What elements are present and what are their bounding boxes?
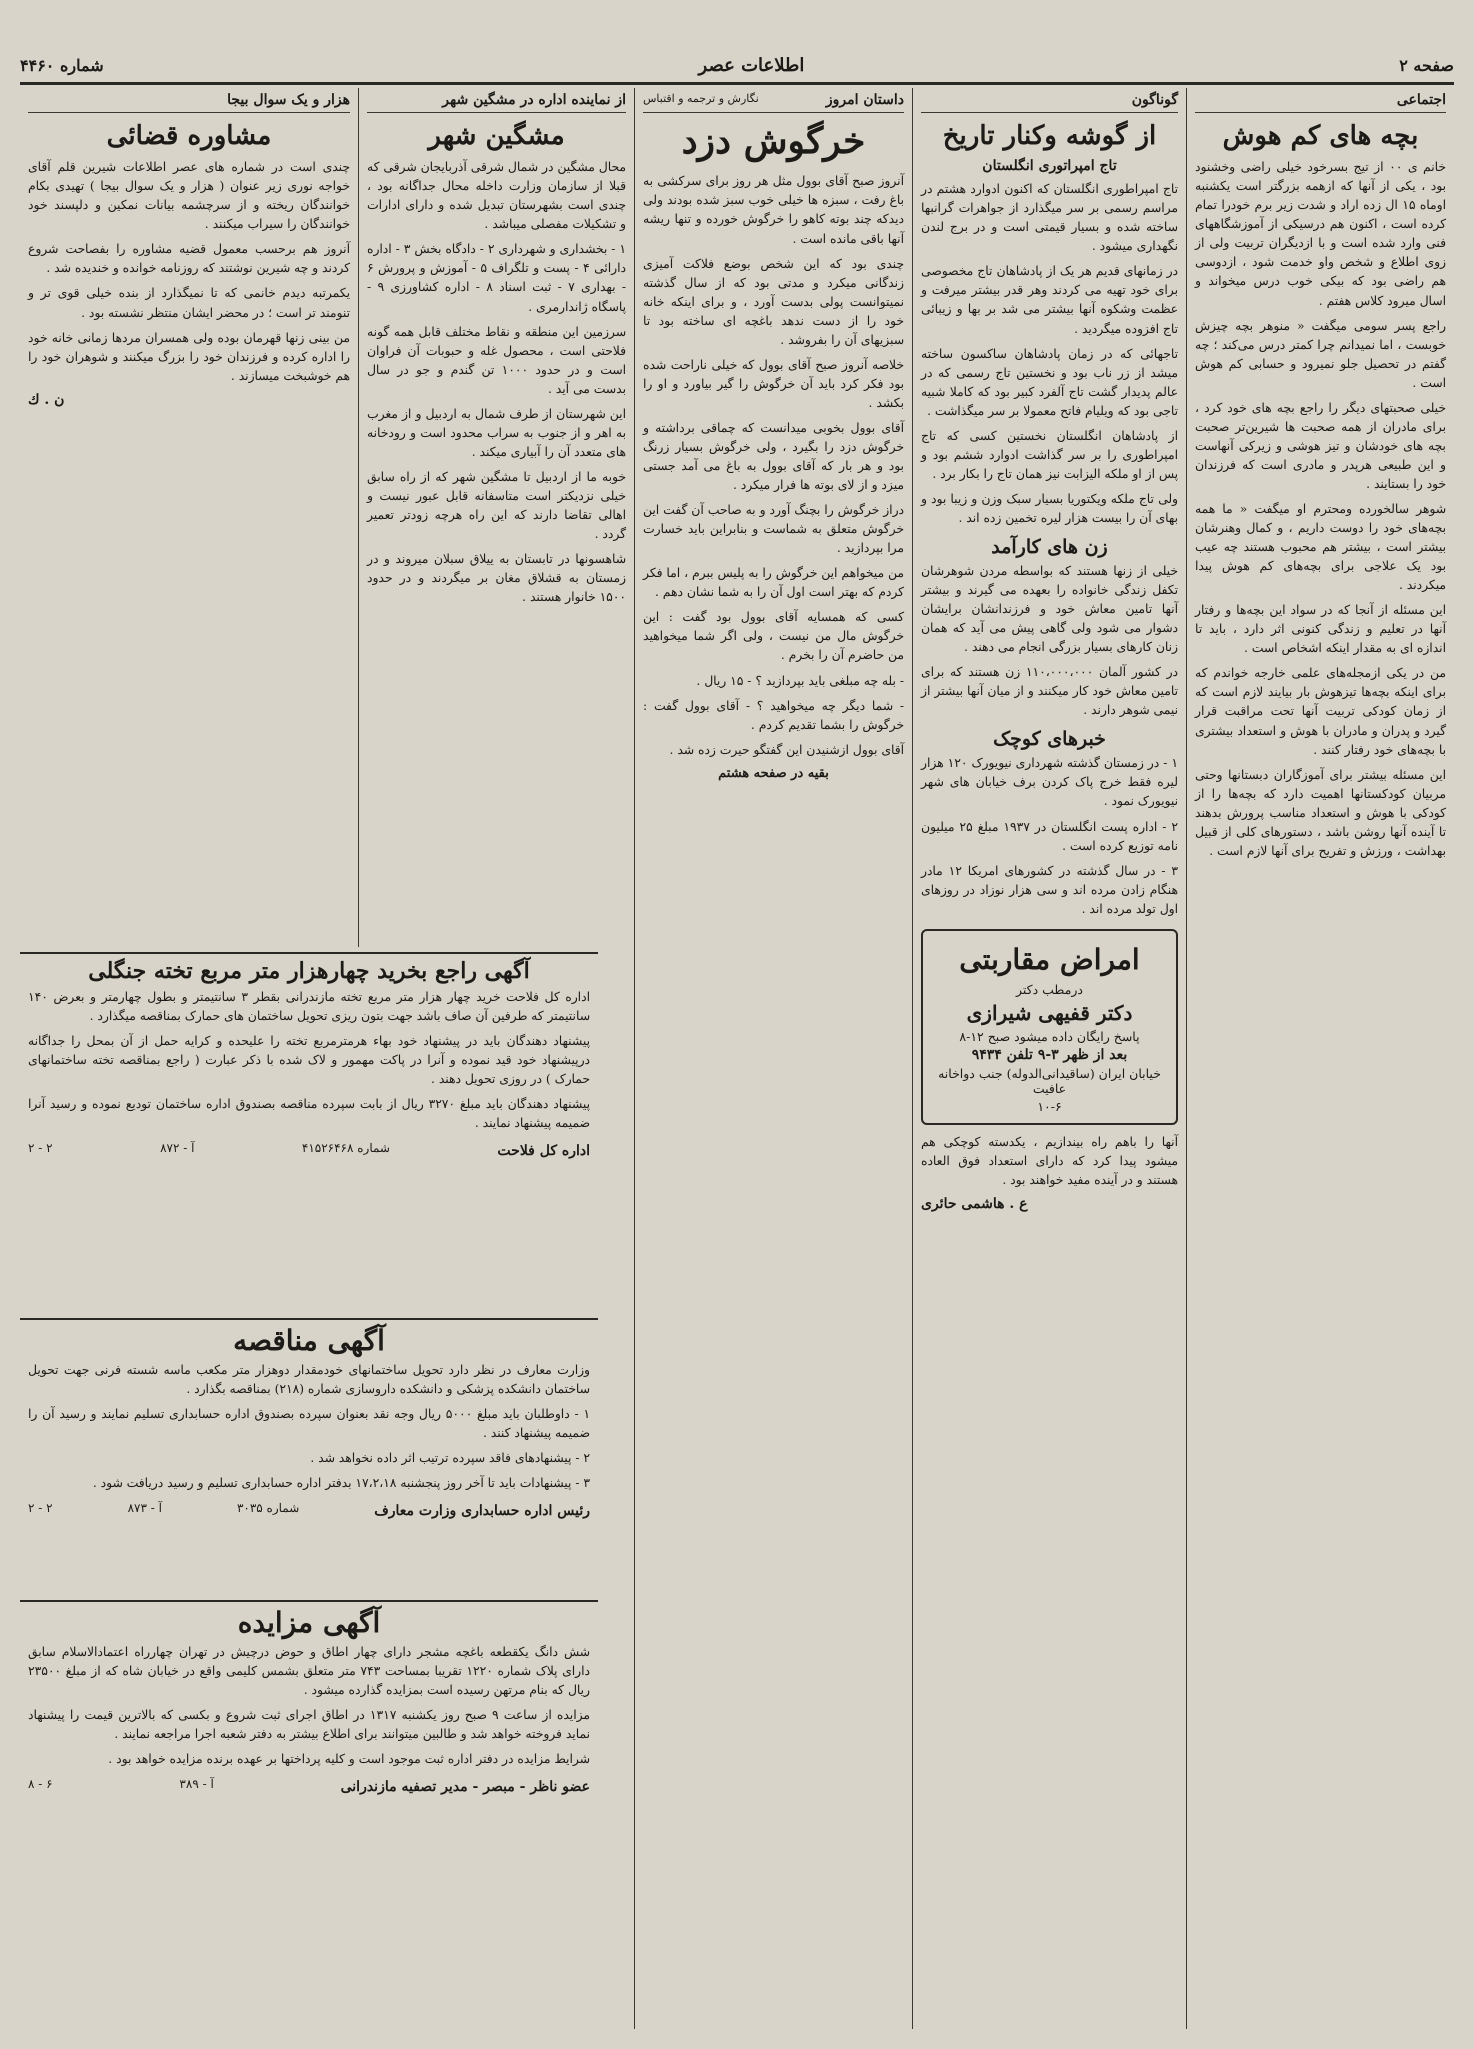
ad-tender-sign: رئیس اداره حسابداری وزارت معارف: [374, 1503, 590, 1520]
column-dastan: [634, 88, 912, 2029]
headline-meshgin: مشگین شهر: [428, 121, 565, 151]
ad-paragraph: ۲ - پیشنهادهای فاقد سپرده ترتیب اثر داده نخواهد شد .: [310, 1451, 590, 1466]
article-paragraph: در کشور آلمان ۱۱۰،۰۰۰،۰۰۰ زن هستند که برای تامین معاش خود کار میکنند و از میان آنها بیشتر از نیمی شوهر دارند .: [921, 665, 1178, 718]
kicker-dastan: [643, 88, 904, 113]
kicker-meshgin: از نماینده اداره در مشگین شهر: [367, 88, 626, 113]
ad-wood-ref: شماره ۴۱۵۲۶۴۶۸: [301, 1141, 390, 1156]
article-paragraph: تاجهائی که در زمان پادشاهان ساکسون ساخته میشد از زر ناب بود و نخستین تاج رسمی که در عالم پدیدار گشت تاج آلفرد کبیر بود که کاملا شبیه تاجی بود که ویلیام فاتح معمولا بر سر میگذاشت .: [921, 346, 1178, 418]
article-paragraph: شوهر سالخورده ومحترم او میگفت « ما همه بچه‌های خود را دوست داریم ، و کمال وهنرشان بیشتر است ، بیشتر هم محبوب هستند چه عیب بود یک علاجی برای بچه‌های کم هوش پیدا میکردند .: [1195, 501, 1446, 593]
article-paragraph: در زمانهای قدیم هر یک از پادشاهان تاج مخصوصی برای خود تهیه می کردند وهر قدر بیشتر میرفت و عظمت وشکوه آنها بیشتر می شد بر بها و زیبائی تاج افزوده میگردید .: [921, 264, 1178, 336]
clinic-line1: درمطب دکتر: [1016, 981, 1083, 997]
article-paragraph: چندی بود که این شخص بوضع فلاکت آمیزی زندگانی میکرد و مدتی بود که از سال گذشته نمیتوانست پولی بدست آورد ، و برای اینکه خانه خود را از دست ندهد باغچه ای ساخته بود تا سبزیهای آن را بفروشد .: [643, 256, 904, 347]
article-paragraph: آقای بوول بخوبی میدانست که چماقی برداشته و خرگوش دزد را بگیرد ، ولی خرگوش بسیار زرنگ بود و هر بار که آقای بوول به باغ می آمد جستی میزد و از لای بوته ها فرار میکرد .: [643, 420, 904, 493]
article-paragraph: آنها را باهم راه بیندازیم ، یکدسته کوچکی هم میشود پیدا کرد که دارای استعداد فوق العاده هستند و در آینده مفید خواهند بود .: [921, 1134, 1178, 1187]
subhead-taj: تاج امپراتوری انگلستان: [982, 158, 1117, 175]
article-paragraph: این مسئله بیشتر برای آموزگاران دبستانها وحتی مربیان کودکستانها اهمیت دارد که بچه‌ها را از کودکی با هوش و استعداد مناسب پرورش بدهند تا آینده آنها روشن باشد ، دستورهای کلی از قبیل بهداشت ، ورزش و تفریح برای آنها لازم است .: [1195, 767, 1446, 858]
kicker-dastan-note: نگارش و ترجمه و اقتباس: [643, 92, 759, 105]
signature: ن . ك: [28, 391, 65, 408]
article-paragraph: ۱ - بخشداری و شهرداری ۲ - دادگاه بخش ۳ - اداره دارائی ۴ - پست و تلگراف ۵ - آموزش و پرورش ۶ - بهداری ۷ - ثبت اسناد ۸ - اداره کشاورزی ۹ - پاسگاه ژاندارمری .: [367, 242, 626, 314]
column-meshgin: [358, 88, 634, 947]
ad-auction: [20, 1600, 598, 2029]
article-paragraph: خلاصه آنروز صبح آقای بوول که خیلی ناراحت شده بود فکر کرد باید آن خرگوش را گیر بیاورد و او را بکشد .: [643, 357, 904, 410]
clinic-code: ۱۰-۶: [1037, 1098, 1062, 1114]
continued-note: بقیه در صفحه هشتم: [718, 765, 829, 781]
ad-paragraph: پیشنهاد دهندگان باید در پیشنهاد خود بهاء هرمترمربع تخته را علیحده و کرایه حمل از آن بمحل را جداگانه درپیشنهاد خود قید نموده و آنرا در پاکت مهمور و لاک شده با ذکر عبارت ( راجع بمناقصه تخته ساختمانهای حمارک ) در روزی تحویل دهند .: [28, 1034, 590, 1087]
subhead-khabarha: خبرهای کوچک: [993, 728, 1106, 751]
ad-paragraph: ۳ - پیشنهادات باید تا آخر روز پنجشنبه ۱۷،۲،۱۸ بدفتر اداره حسابداری تسلیم و رسید دریافت شود .: [92, 1476, 590, 1491]
ad-paragraph: پیشنهاد دهندگان باید مبلغ ۳۲۷۰ ریال از بابت سپرده مناقصه بصندوق اداره ساختمان تودیع نموده و رسید آنرا ضمیمه پیشنهاد نمایند .: [28, 1097, 590, 1131]
article-paragraph: از پادشاهان انگلستان نخستین کسی که تاج امپراطوری را بر سر گذاشت ادوارد ششم بود و پس از او ملکه الیزابت نیز همان تاج را بکار برد .: [921, 428, 1178, 481]
ad-paragraph: شرایط مزایده در دفتر اداره ثبت موجود است و کلیه پرداختها بر عهده برنده مزایده خواهد بود .: [108, 1752, 590, 1767]
article-paragraph: ۲ - اداره پست انگلستان در ۱۹۳۷ مبلغ ۲۵ میلیون نامه توزیع کرده است .: [921, 819, 1178, 853]
ad-wood-headline: آگهی راجع بخرید چهارهزار متر مربع تخته جنگلی: [88, 958, 530, 984]
article-paragraph: آقای بوول ازشنیدن این گفتگو حیرت زده شد .: [669, 742, 904, 757]
article-paragraph: کسی که همسایه آقای بوول بود گفت : این خرگوش مال من نیست ، ولی اگر شما میخواهید من حاضرم آن را بخرم .: [643, 610, 904, 663]
ad-wood-purchase: [20, 952, 598, 1312]
clinic-doctor: دکتر قفیهی شیرازی: [966, 1000, 1133, 1025]
article-paragraph: ۳ - در سال گذشته در کشورهای امریکا ۱۲ مادر هنگام زادن مرده اند و سی هزار نوزاد در روزهای اول تولد مرده اند .: [921, 863, 1178, 916]
article-paragraph: من بینی زنها قهرمان بوده ولی همسران مردها زمانی خانه خود را اداره کرده و فرزندان خود را بزرگ میکنند و شوهران خود را هم خوشبخت میسازند .: [28, 330, 350, 383]
article-paragraph: من در یکی ازمجله‌های علمی خارجه خواندم که برای اینکه بچه‌ها تیزهوش بار بیایند لازم است که از زمان کودکی تربیت آنها تحت مراقبت قرار گیرد و پدران و مادران با هوش و استعداد بیشتری با بچه‌های خود رفتار کنند .: [1195, 666, 1446, 757]
issue-label: شماره ۴۴۶۰: [20, 55, 104, 75]
article-paragraph: من میخواهم این خرگوش را به پلیس ببرم ، اما فکر کردم که بهتر است اول آن را به شما نشان دهم .: [643, 566, 904, 600]
article-paragraph: خوبه ما از اردبیل تا مشگین شهر که از راه سابق خیلی نزدیکتر است متاسفانه قابل عبور نیست و اهالی تقاضا دارند که این راه هرچه زودتر تعمیر گردد .: [367, 469, 626, 542]
headline-kam-hoosh: بچه های کم هوش: [1222, 121, 1419, 151]
article-paragraph: محال مشگین در شمال شرقی آذربایجان شرقی که قبلا از سازمان وزارت داخله محال جداگانه بود ، چندی است بشهرستان تبدیل شده و دارای ادارات و تشکیلات مفصلی میباشد .: [367, 160, 626, 232]
ad-tender-headline: آگهی مناقصه: [233, 1324, 385, 1357]
kicker-dastan-label: داستان امروز: [825, 92, 904, 108]
ad-paragraph: وزارت معارف در نظر دارد تحویل ساختمانهای خودمقدار دوهزار متر مکعب ماسه شسته فرنی جهت تحویل ساختمان دانشکده پزشکی و دانشکده داروسازی شماره (۲۱۸) بمناقصه بگذارد .: [28, 1363, 590, 1397]
article-paragraph: تاج امپراطوری انگلستان که اکنون ادوارد هشتم در مراسم رسمی بر سر میگذارد از جواهرات گرانبها ساخته شده و بسیار قیمتی است و در برج لندن نگهداری میشود .: [921, 182, 1178, 254]
ad-tender-issue-range: ۲ - ۲: [28, 1501, 53, 1516]
article-paragraph: ۱ - در زمستان گذشته شهرداری نیویورک ۱۲۰ هزار لیره فقط خرج پاک کردن برف خیابان های شهر نیویورک نمود .: [921, 756, 1178, 809]
subhead-zanha: زن های کارآمد: [991, 535, 1108, 558]
page-label: صفحه ۲: [1399, 55, 1454, 75]
column-gunagun: [912, 88, 1186, 2029]
ad-tender: [20, 1318, 598, 1598]
ad-wood-footer: [28, 1139, 590, 1163]
article-paragraph: خانم ی ۰۰ از تیج بسرخود خیلی راضی وخشنود بود ، یکی از آنها که ازهمه بزرگتر است یکشنبه اوماه ۱۵ ال زده اراد و شدت زیر برم خودرا تمام کرده است ، اکنون هم درسیکی از آموزشگاههای فنی وارد شده است و با ازدیگران تربیت ولی از زوی اطلاع و شخص واو خدمت شود ، ازدوسی هم راضی بود که بیکی خوب درس میخواند و اسال میرود کلاس هفتم .: [1195, 160, 1446, 308]
kicker-ejtemai: اجتماعی: [1195, 88, 1446, 113]
clinic-hours: بعد از ظهر ۳-۹ تلفن ۹۴۳۴: [971, 1046, 1128, 1063]
headline-tarikh: از گوشه وکنار تاریخ: [942, 121, 1157, 151]
byline: ع . هاشمی حائری: [921, 1195, 1028, 1212]
ad-auction-sign: عضو ناظر - مبصر - مدیر تصفیه مازندرانی: [340, 1779, 590, 1796]
ad-auction-footer: [28, 1775, 590, 1799]
paper-name: اطلاعات عصر: [698, 54, 805, 76]
article-paragraph: آنروز صبح آقای بوول مثل هر روز برای سرکشی به باغ رفت ، سبزه ها خیلی خوب سبز شده بودند ولی دیدکه چند بوته کاهو را خرگوش خورده و تنها ریشه آنها باقی مانده است .: [643, 174, 904, 246]
article-paragraph: خیلی صحبتهای دیگر را راجع بچه های خود کرد ، برای مادران از همه صحبت ها شیرین‌تر صحبت بچه های خودشان و تیز هوشی و زیرکی آنهاست و این طبیعی هرپدر و مادری است که فرزندان خود را بستایند .: [1195, 400, 1446, 491]
clinic-title: امراض مقاربتی: [959, 942, 1140, 976]
article-paragraph: این مسئله از آنجا که در سواد این بچه‌ها و رفتار آنها در تعلیم و زندگی کنونی اثر دارد ، باید تا اندازه ای به مقدار اینکه اشخاص است .: [1195, 603, 1446, 656]
article-paragraph: ولی تاج ملکه ویکتوریا بسیار سبک وزن و زیبا بود و بهای آن را بیست هزار لیره تخمین زده اند .: [921, 491, 1178, 525]
masthead: [20, 48, 1454, 85]
article-paragraph: خیلی از زنها هستند که بواسطه مردن شوهرشان تکفل زندگی خانواده را بعهده می گیرند و بیشتر آنها تامین معاش خود و فرزندانشان برایشان دشوار می شود ولی گاهی پیش می آید که همان زنان کارهای بسیار بزرگی انجام می دهند .: [921, 563, 1178, 655]
ad-paragraph: شش دانگ یکقطعه باغچه مشجر دارای چهار اطاق و حوض درچیش در تهران چهارراه اعتمادالاسلام سابق دارای پلاک شماره ۱۲۲۰ تقریبا بمساحت ۷۴۳ متر متعلق بشمس کلیمی واقع در خیابان شاه که از مبلغ ۲۳۵۰۰ ریال که بنام مرتهن رسیده است بمزایده گذارده میشود .: [28, 1645, 590, 1698]
article-paragraph: یکمرتبه دیدم خانمی که تا نمیگذارد از بنده خیلی قوی تر و تنومند تر است ؛ در محضر ایشان منتظر نشسته بود .: [28, 286, 350, 320]
ad-paragraph: ۱ - داوطلبان باید مبلغ ۵۰۰۰ ریال وجه نقد بعنوان سپرده بصندوق اداره حسابداری تسلیم نمایند و رسید آن را ضمیمه پیشنهاد کنند .: [28, 1407, 590, 1441]
article-paragraph: سرزمین این منطقه و نقاط مختلف قابل همه گونه فلاحتی است ، محصول غله و حبوبات آن فراوان است و در حدود ۱۰۰۰ تن گندم و جو در سال بدست می آید .: [367, 324, 626, 396]
article-paragraph: چندی است در شماره های عصر اطلاعات شیرین قلم آقای خواجه نوری زیر عنوان ( هزار و یک سوال بیجا ) تهیدی بکام خوانندگان ریخته و از سرچشمه بیانات نمکین و دلپسند خود خوانندگان را سیراب میکنند .: [28, 160, 350, 232]
clinic-line2: پاسخ رایگان داده میشود صبح ۱۲-۸: [959, 1028, 1140, 1044]
article-paragraph: - بله چه مبلغی باید بپردازید ؟ - ۱۵ ریال .: [696, 673, 904, 688]
article-paragraph: شاهسونها در تابستان به ییلاق سبلان میروند و در زمستان به قشلاق مغان بر میگردند و در حدود ۱۵۰۰ خانوار هستند .: [367, 552, 626, 605]
ad-auction-code: آ - ۳۸۹: [179, 1777, 214, 1792]
ad-tender-footer: [28, 1499, 590, 1523]
kicker-gunagun: گوناگون: [921, 88, 1178, 113]
column-ejtemai: [1186, 88, 1454, 2029]
ad-auction-issue-range: ۶ - ۸: [28, 1777, 53, 1792]
ad-tender-ref: شماره ۳۰۳۵: [236, 1501, 300, 1516]
clinic-address: خیابان ایران (ساقیدانی‌الدوله) جنب دواخانه عافیت: [938, 1065, 1161, 1096]
article-paragraph: آنروز هم برحسب معمول قضیه مشاوره را بفصاحت شروع کردند و چه شیرین نوشتند که روزنامه خوانده و خندیده شد .: [28, 242, 350, 276]
article-paragraph: دراز خرگوش را بچنگ آورد و به صاحب آن گفت این خرگوش متعلق به شماست و بنابراین باید خسارت مرا بپردازید .: [643, 503, 904, 556]
ad-wood-code: آ - ۸۷۲: [160, 1141, 195, 1156]
ad-paragraph: اداره کل فلاحت خرید چهار هزار متر مربع تخته مازندرانی بقطر ۳ سانتیمتر و بطول چهارمتر و بعرض ۱۴۰ سانتیمتر که طرفین آن صاف باشد جهت بتون ریزی تحویل ساختمان های حمارک بمناقصه میگذارد .: [28, 990, 590, 1024]
ad-auction-headline: آگهی مزایده: [237, 1606, 381, 1639]
kicker-moshavere: هزار و یک سوال بیجا: [28, 88, 350, 113]
ad-wood-sign: اداره کل فلاحت: [497, 1143, 590, 1160]
ad-paragraph: مزایده از ساعت ۹ صبح روز یکشنبه ۱۳۱۷ در اطاق اجرای ثبت شروع و بکسی که بالاترین قیمت را پیشنهاد نماید فروخته خواهد شد و طالبین میتوانند برای اطلاع بیشتر به دفتر شعبه اجرا مراجعه نمایند .: [28, 1708, 590, 1742]
article-paragraph: راجع پسر سومی میگفت « منوهر بچه چیزش خوبست ، اما نمیدانم چرا کمتر درس می‌کند ؛ چه گفتم در تحصیل جلو نمیرود و حسابی کم هوش است .: [1195, 318, 1446, 390]
article-paragraph: این شهرستان از طرف شمال به اردبیل و از مغرب به اهر و از جنوب به سراب محدود است و رودخانه های متعدد آن را آبیاری میکند .: [367, 406, 626, 459]
ad-tender-code: آ - ۸۷۳: [127, 1501, 162, 1516]
ad-wood-issue-range: ۲ - ۲: [28, 1141, 53, 1156]
headline-khargoosh: خرگوش دزد: [681, 120, 866, 162]
clinic-ad: [921, 929, 1178, 1125]
article-paragraph: - شما دیگر چه میخواهید ؟ - آقای بوول گفت : خرگوش را بشما تقدیم کردم .: [643, 698, 904, 732]
column-moshavere: [20, 88, 358, 947]
headline-moshavere: مشاوره قضائی: [106, 121, 272, 151]
